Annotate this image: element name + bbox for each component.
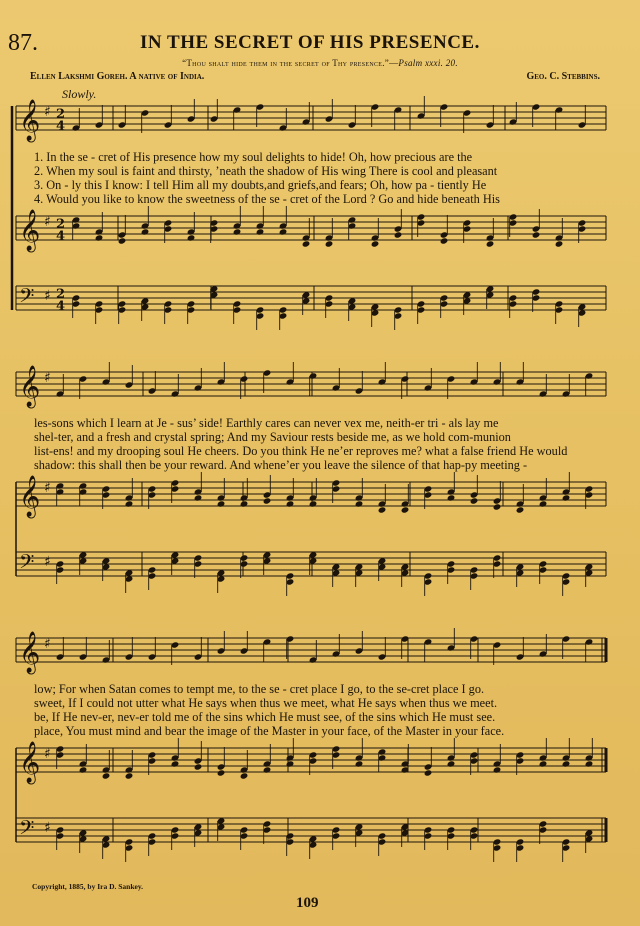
- note-head: [240, 772, 249, 779]
- tempo-marking: Slowly.: [62, 87, 97, 101]
- note-head: [470, 497, 479, 504]
- note-head: [125, 500, 134, 507]
- bass-clef: 𝄢: [19, 284, 35, 312]
- key-signature-sharp: ♯: [44, 820, 51, 836]
- note-head: [302, 240, 311, 247]
- page-number: 109: [296, 895, 319, 911]
- note-head: [539, 760, 548, 767]
- lyric-line: be, If He nev-er, nev-er told me of the sins which He must see, of the sins which He must see.: [34, 710, 496, 724]
- note-head: [447, 494, 456, 501]
- lyric-line: les-sons which I learn at Je - sus’ side! Earthly cares can never vex me, neith-er tri - als lay me: [34, 416, 499, 430]
- note-head: [562, 494, 571, 501]
- note-head: [325, 240, 334, 247]
- key-signature-sharp: ♯: [44, 554, 51, 570]
- scripture-quote-text: “Thou shalt hide them in the secret of Thy presence.”—: [182, 58, 399, 68]
- key-signature-sharp: ♯: [44, 104, 51, 120]
- note-head: [171, 760, 180, 767]
- note-head: [394, 231, 403, 238]
- time-signature-bottom: 4: [56, 229, 66, 244]
- note-head: [217, 500, 226, 507]
- note-head: [516, 506, 525, 513]
- lyric-line: low; For when Satan comes to tempt me, to the se - cret place I go, to the se-cret place I go.: [34, 682, 485, 696]
- note-head: [355, 760, 364, 767]
- key-signature-sharp: ♯: [44, 214, 51, 230]
- note-head: [118, 237, 127, 244]
- note-head: [493, 503, 502, 510]
- time-signature-top: 2: [56, 217, 66, 232]
- lyric-line: 1. In the se - cret of His presence how my soul delights to hide! Oh, how precious are the: [34, 150, 473, 164]
- note-head: [141, 228, 150, 235]
- note-head: [286, 500, 295, 507]
- note-head: [194, 494, 203, 501]
- note-head: [125, 772, 134, 779]
- note-head: [217, 769, 226, 776]
- system-2-lyrics: [34, 416, 600, 472]
- note-head: [401, 506, 410, 513]
- key-signature-sharp: ♯: [44, 746, 51, 762]
- note-head: [233, 228, 242, 235]
- note-head: [585, 760, 594, 767]
- note-head: [378, 506, 387, 513]
- treble-clef: 𝄞: [19, 632, 41, 673]
- hymn-title: IN THE SECRET OF HIS PRESENCE.: [140, 32, 480, 53]
- system-3-lyrics: [34, 682, 600, 738]
- bass-clef: 𝄢: [19, 816, 35, 844]
- note-head: [279, 228, 288, 235]
- key-signature-sharp: ♯: [44, 370, 51, 386]
- note-head: [539, 500, 548, 507]
- lyric-line: place, You must mind and bear the image of the Master in your face, of the Master in your face.: [34, 724, 505, 738]
- treble-clef: 𝄞: [19, 476, 41, 517]
- note-head: [440, 237, 449, 244]
- treble-clef: 𝄞: [19, 742, 41, 783]
- time-signature-top: 2: [56, 107, 66, 122]
- hymn-number: 87.: [8, 30, 38, 56]
- note-head: [79, 766, 88, 773]
- treble-clef: 𝄞: [19, 366, 41, 407]
- note-head: [187, 234, 196, 241]
- system-1-lyrics: [34, 150, 600, 206]
- key-signature-sharp: ♯: [44, 288, 51, 304]
- treble-clef: 𝄞: [19, 210, 41, 251]
- note-head: [355, 500, 364, 507]
- treble-clef: 𝄞: [19, 100, 41, 141]
- note-head: [555, 240, 564, 247]
- note-head: [95, 234, 104, 241]
- author-name: Ellen Lakshmi Goreh.: [30, 71, 128, 82]
- author-note: A native of India.: [129, 71, 205, 82]
- lyric-line: 4. Would you like to know the sweetness of the se - cret of the Lord ? Go and hide beneath His: [34, 192, 500, 206]
- note-head: [256, 228, 265, 235]
- key-signature-sharp: ♯: [44, 480, 51, 496]
- copyright-notice: Copyright, 1885, by Ira D. Sankey.: [32, 882, 144, 891]
- note-head: [424, 769, 433, 776]
- lyric-line: shel-ter, and a fresh and crystal spring; And my Saviour rests beside me, as we hold com-munion: [34, 430, 511, 444]
- note-head: [562, 760, 571, 767]
- scripture-reference: Psalm xxxi. 20.: [398, 58, 458, 68]
- lyric-line: sweet, If I could not utter what He says when thus we meet, what He says when thus we meet.: [34, 696, 498, 710]
- note-head: [263, 766, 272, 773]
- note-head: [486, 240, 495, 247]
- note-head: [447, 760, 456, 767]
- note-head: [309, 500, 318, 507]
- lyric-line: 2. When my soul is faint and thirsty, ’neath the shadow of His wing There is cool and pleasant: [34, 164, 498, 178]
- lyric-line: 3. On - ly this I know: I tell Him all my doubts,and griefs,and fears; Oh, how pa - tiently He: [34, 178, 487, 192]
- note-head: [493, 766, 502, 773]
- time-signature-top: 2: [56, 287, 66, 302]
- note-head: [532, 231, 541, 238]
- composer-credit: Geo. C. Stebbins.: [526, 71, 600, 82]
- note-head: [286, 760, 295, 767]
- note-head: [263, 497, 272, 504]
- key-signature-sharp: ♯: [44, 636, 51, 652]
- note-head: [194, 763, 203, 770]
- time-signature-bottom: 4: [56, 299, 66, 314]
- lyric-line: shadow: this shall then be your reward. And whene’er you leave the silence of that hap-py meeting -: [34, 458, 528, 472]
- note-head: [240, 500, 249, 507]
- note-head: [102, 772, 111, 779]
- lyric-line: list-ens! and my drooping soul He cheers. Do you think He ne’er reproves me? what a false friend He would: [34, 444, 568, 458]
- note-head: [371, 240, 380, 247]
- bass-clef: 𝄢: [19, 550, 35, 578]
- time-signature-bottom: 4: [56, 119, 66, 134]
